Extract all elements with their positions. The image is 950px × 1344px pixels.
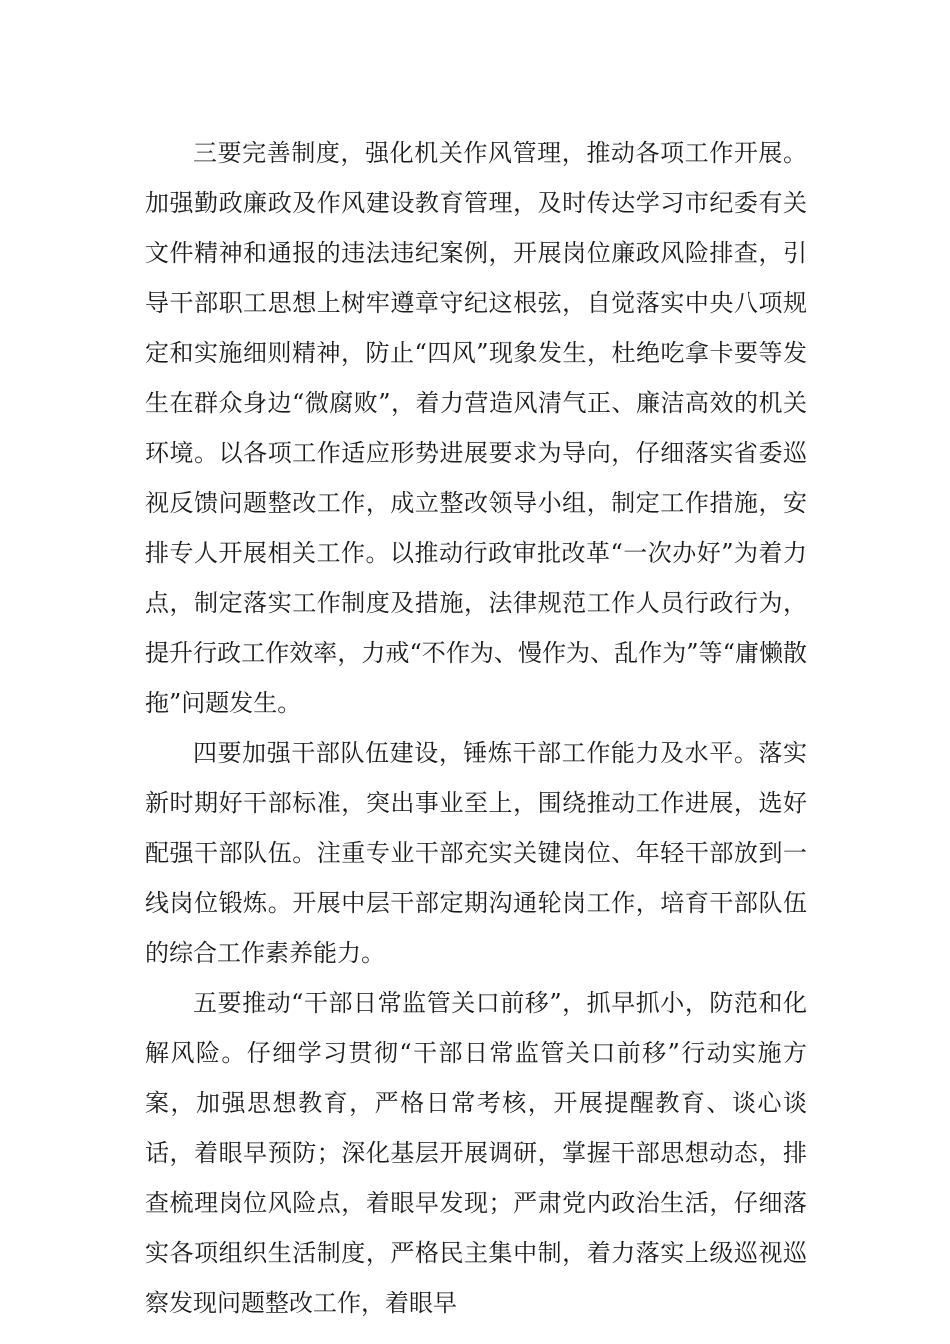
paragraph-system-improvement: 三要完善制度，强化机关作风管理，推动各项工作开展。加强勤政廉政及作风建设教育管理，及时传达学习市纪委有关文件精神和通报的违法违纪案例，开展岗位廉政风险排查，引导干部职工思想上树牢遵章守纪这根弦，自觉落实中央八项规定和实施细则精神，防止“四风”现象发生，杜绝吃拿卡要等发生在群众身边“微腐败”，着力营造风清气正、廉洁高效的机关环境。以各项工作适应形势进展要求为导向，仔细落实省委巡视反馈问题整改工作，成立整改领导小组，制定工作措施，安排专人开展相关工作。以推动行政审批改革“一次办好”为着力点，制定落实工作制度及措施，法律规范工作人员行政行为，提升行政工作效率，力戒“不作为、慢作为、乱作为”等“庸懒散拖”问题发生。 bbox=[145, 139, 807, 717]
paragraph-cadre-team-building: 四要加强干部队伍建设，锤炼干部工作能力及水平。落实新时期好干部标准，突出事业至上，围绕推动工作进展，选好配强干部队伍。注重专业干部充实关键岗位、年轻干部放到一线岗位锻炼。开展中层干部定期沟通轮岗工作，培育干部队伍的综合工作素养能力。 bbox=[145, 739, 807, 967]
paragraph-daily-supervision: 五要推动“干部日常监管关口前移”，抓早抓小，防范和化解风险。仔细学习贯彻“干部日常监管关口前移”行动实施方案，加强思想教育，严格日常考核，开展提醒教育、谈心谈话，着眼早预防；深化基层开展调研，掌握干部思想动态，排查梳理岗位风险点，着眼早发现；严肃党内政治生活，仔细落实各项组织生活制度，严格民主集中制，着力落实上级巡视巡察发现问题整改工作，着眼早 bbox=[145, 989, 807, 1317]
document-body bbox=[145, 128, 807, 1328]
